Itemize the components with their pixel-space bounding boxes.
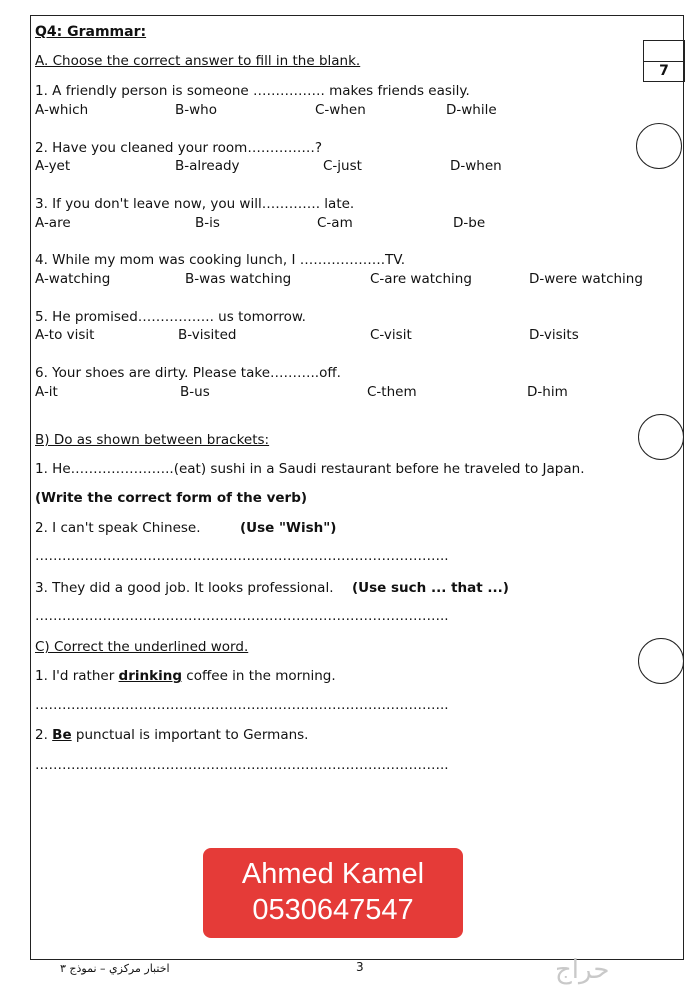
option: B-is <box>195 215 220 231</box>
mark-circle-3 <box>638 638 684 684</box>
option: B-us <box>180 384 210 400</box>
option: A-which <box>35 102 89 118</box>
option: A-it <box>35 384 58 400</box>
option: A-yet <box>35 158 71 174</box>
score-divider <box>644 61 684 62</box>
option: B-visited <box>178 327 237 343</box>
question-a2: 2. Have you cleaned your room……………? <box>35 140 322 156</box>
option: A-to visit <box>35 327 95 343</box>
mark-circle-2 <box>638 414 684 460</box>
section-c-heading: C) Correct the underlined word. <box>35 639 249 655</box>
underlined-word: Be <box>52 727 72 743</box>
banner-phone: 0530647547 <box>252 894 414 926</box>
option: D-be <box>453 215 486 231</box>
footer-label: اختبار مركزي – نموذج ٣ <box>60 962 170 975</box>
question-c1-post: coffee in the morning. <box>182 668 336 684</box>
mark-circle-1 <box>636 123 682 169</box>
question-a6: 6. Your shoes are dirty. Please take………..off. <box>35 365 341 381</box>
instruction-b2: (Use "Wish") <box>240 520 337 536</box>
score-box <box>643 40 685 82</box>
option: D-while <box>446 102 497 118</box>
question-c2-pre: 2. <box>35 727 53 743</box>
banner-name: Ahmed Kamel <box>241 858 425 890</box>
question-b3: 3. They did a good job. It looks professional. <box>35 580 334 596</box>
option: D-when <box>450 158 502 174</box>
answer-line: ……………………………………………………………………………….. <box>35 608 449 624</box>
question-a5: 5. He promised…………….. us tomorrow. <box>35 309 306 325</box>
question-c2 <box>35 727 308 743</box>
section-a-heading: A. Choose the correct answer to fill in the blank. <box>35 53 361 69</box>
option: C-visit <box>370 327 412 343</box>
section-title: Q4: Grammar: <box>35 24 147 40</box>
option: D-visits <box>529 327 579 343</box>
underlined-word: drinking <box>118 668 182 684</box>
question-b1: 1. He…………………..(eat) sushi in a Saudi restaurant before he traveled to Japan. <box>35 461 585 477</box>
watermark: حراج <box>555 955 610 985</box>
page-frame <box>30 15 684 960</box>
option: C-just <box>323 158 362 174</box>
section-b-heading: B) Do as shown between brackets: <box>35 432 270 448</box>
answer-line: ……………………………………………………………………………….. <box>35 757 449 773</box>
instruction-b3: (Use such ... that ...) <box>352 580 509 596</box>
option: C-when <box>315 102 366 118</box>
option: D-him <box>527 384 568 400</box>
instruction-b1: (Write the correct form of the verb) <box>35 490 308 506</box>
answer-line: ……………………………………………………………………………….. <box>35 697 449 713</box>
option: C-am <box>317 215 353 231</box>
option: C-them <box>367 384 417 400</box>
option: D-were watching <box>529 271 643 287</box>
page-number: 3 <box>356 960 364 974</box>
option: B-was watching <box>185 271 292 287</box>
question-a1: 1. A friendly person is someone ……………. makes friends easily. <box>35 83 470 99</box>
option: A-are <box>35 215 71 231</box>
option: B-who <box>175 102 217 118</box>
question-c2-post: punctual is important to Germans. <box>71 727 309 743</box>
contact-banner <box>203 848 463 938</box>
answer-line: ……………………………………………………………………………….. <box>35 548 449 564</box>
question-a4: 4. While my mom was cooking lunch, I ……………….TV. <box>35 252 406 268</box>
option: A-watching <box>35 271 111 287</box>
question-c1 <box>35 668 336 684</box>
option: C-are watching <box>370 271 472 287</box>
question-b2: 2. I can't speak Chinese. <box>35 520 201 536</box>
score-value: 7 <box>659 63 669 79</box>
option: B-already <box>175 158 240 174</box>
question-a3: 3. If you don't leave now, you will…………. late. <box>35 196 355 212</box>
question-c1-pre: 1. I'd rather <box>35 668 119 684</box>
